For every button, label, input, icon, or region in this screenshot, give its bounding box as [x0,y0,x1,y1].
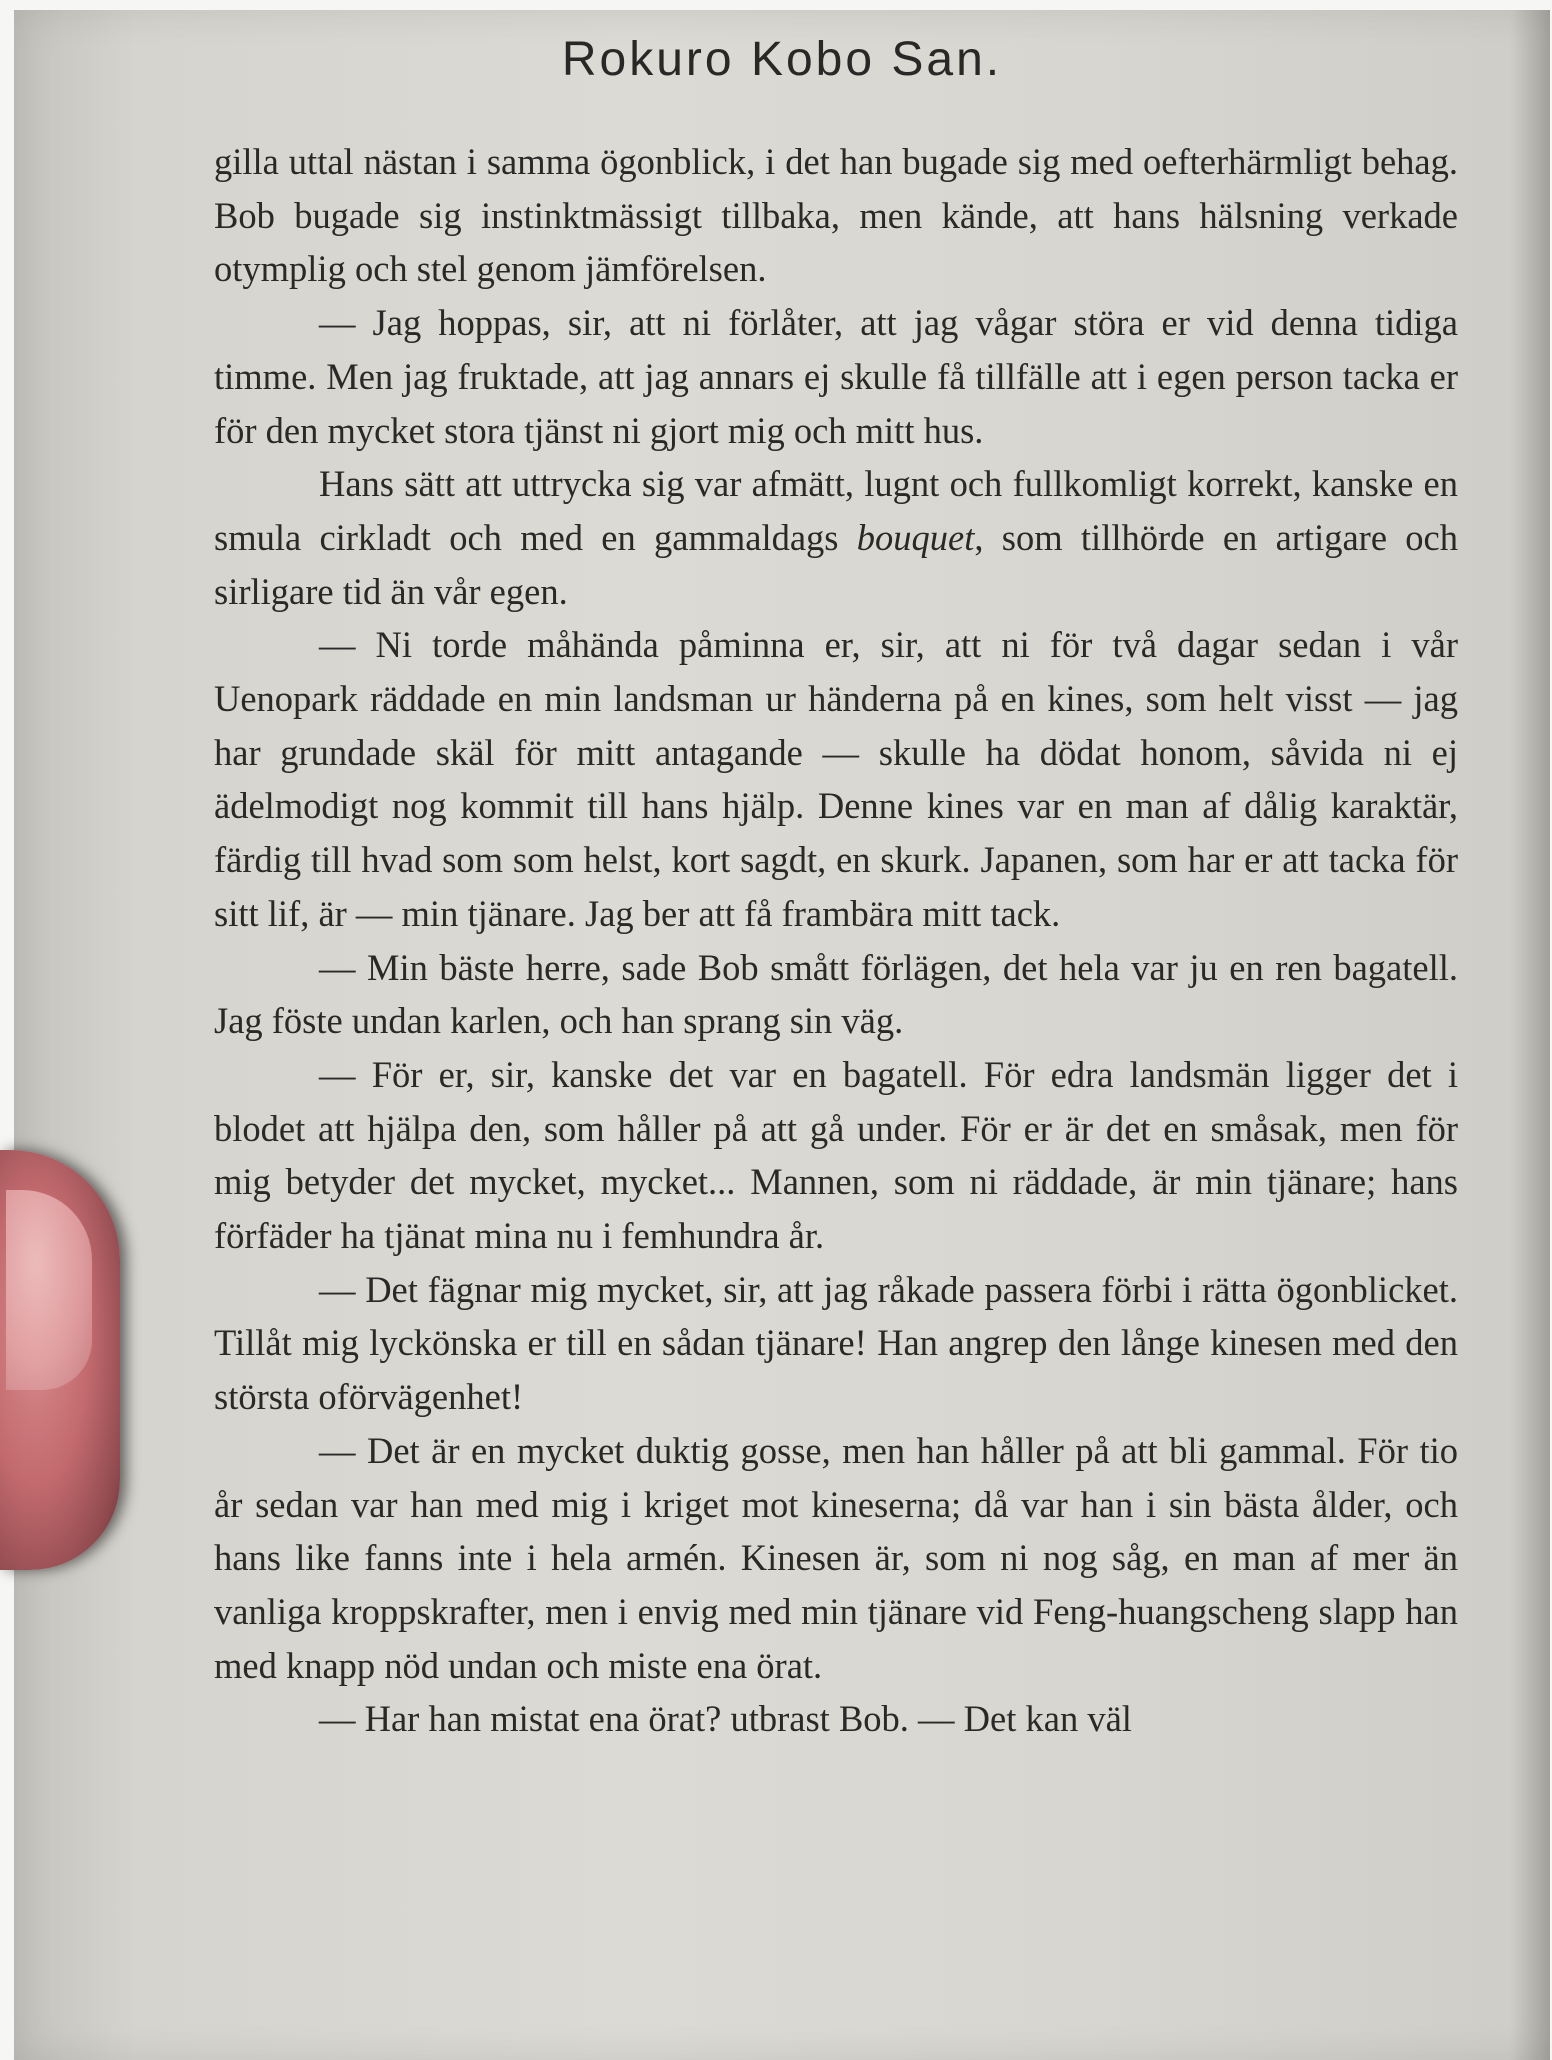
paragraph: — Ni torde måhända påminna er, sir, att ni för två dagar sedan i vår Uenopark räddade en min landsman ur händerna på en kines, som helt visst — jag har grundade skäl för mitt antagande — skulle ha dödat honom, såvida ni ej ädelmodigt nog kommit till hans hjälp. Denne kines var en man af dålig karaktär, färdig till hvad som som helst, kort sagdt, en skurk. Japanen, som har er att tacka för sitt lif, är — min tjänare. Jag ber att få frambära mitt tack. [214,624,1458,934]
paragraph: gilla uttal nästan i samma ögonblick, i det han bugade sig med oefterhärmligt behag. Bob bugade sig instinktmässigt tillbaka, men kände, att hans hälsning verkade otymplig och stel genom jämförelsen. [214,141,1458,290]
paragraph-text: Hans sätt att uttrycka sig var afmätt, lugnt och fullkomligt korrekt, kanske en smula cirkladt och med en gammaldags [214,463,1458,558]
paragraph: — Min bäste herre, sade Bob smått förlägen, det hela var ju en ren bagatell. Jag föste undan karlen, och han sprang sin väg. [214,946,1458,1042]
paragraph: — Jag hoppas, sir, att ni förlåter, att jag vågar störa er vid denna tidiga timme. Men jag fruktade, att jag annars ej skulle få tillfälle att i egen person tacka er för den mycket stora tjänst ni gjort mig och mitt hus. [214,302,1458,451]
paragraph [214,457,1458,618]
paragraph: — Har han mistat ena örat? utbrast Bob. — Det kan väl [319,1698,1132,1740]
thumbnail-nail [6,1190,92,1390]
paragraph: — För er, sir, kanske det var en bagatell. För edra landsmän ligger det i blodet att hjälpa den, som håller på att gå under. För er är det en småsak, men för mig betyder det mycket, mycket... Mannen, som ni räddade, är min tjänare; hans förfäder ha tjänat mina nu i femhundra år. [214,1053,1458,1257]
thumb-image [0,1150,120,1570]
page-edge-shadow [1510,10,1550,2060]
running-head: Rokuro Kobo San. [561,33,1003,86]
paragraph-text: , som tillhörde en artigare och sirligare tid än vår egen. [214,516,1459,612]
italic-word: bouquet [856,516,975,558]
paragraph: — Det fägnar mig mycket, sir, att jag råkade passera förbi i rätta ögonblicket. Tillåt mig lyckönska er till en sådan tjänare! Han angrep den långe kinesen med den största oförvägenhet! [214,1268,1458,1418]
book-page [14,10,1550,2060]
paragraph: — Det är en mycket duktig gosse, men han håller på att bli gammal. För tio år sedan var han med mig i kriget mot kineserna; då var han i sin bästa ålder, och hans like fanns inte i hela armén. Kinesen är, som ni nog såg, en man af mer än vanliga kroppskrafter, men i envig med min tjänare vid Feng-huangscheng slapp han med knapp nöd undan och miste ena örat. [214,1429,1458,1686]
body-text [214,135,1458,1746]
